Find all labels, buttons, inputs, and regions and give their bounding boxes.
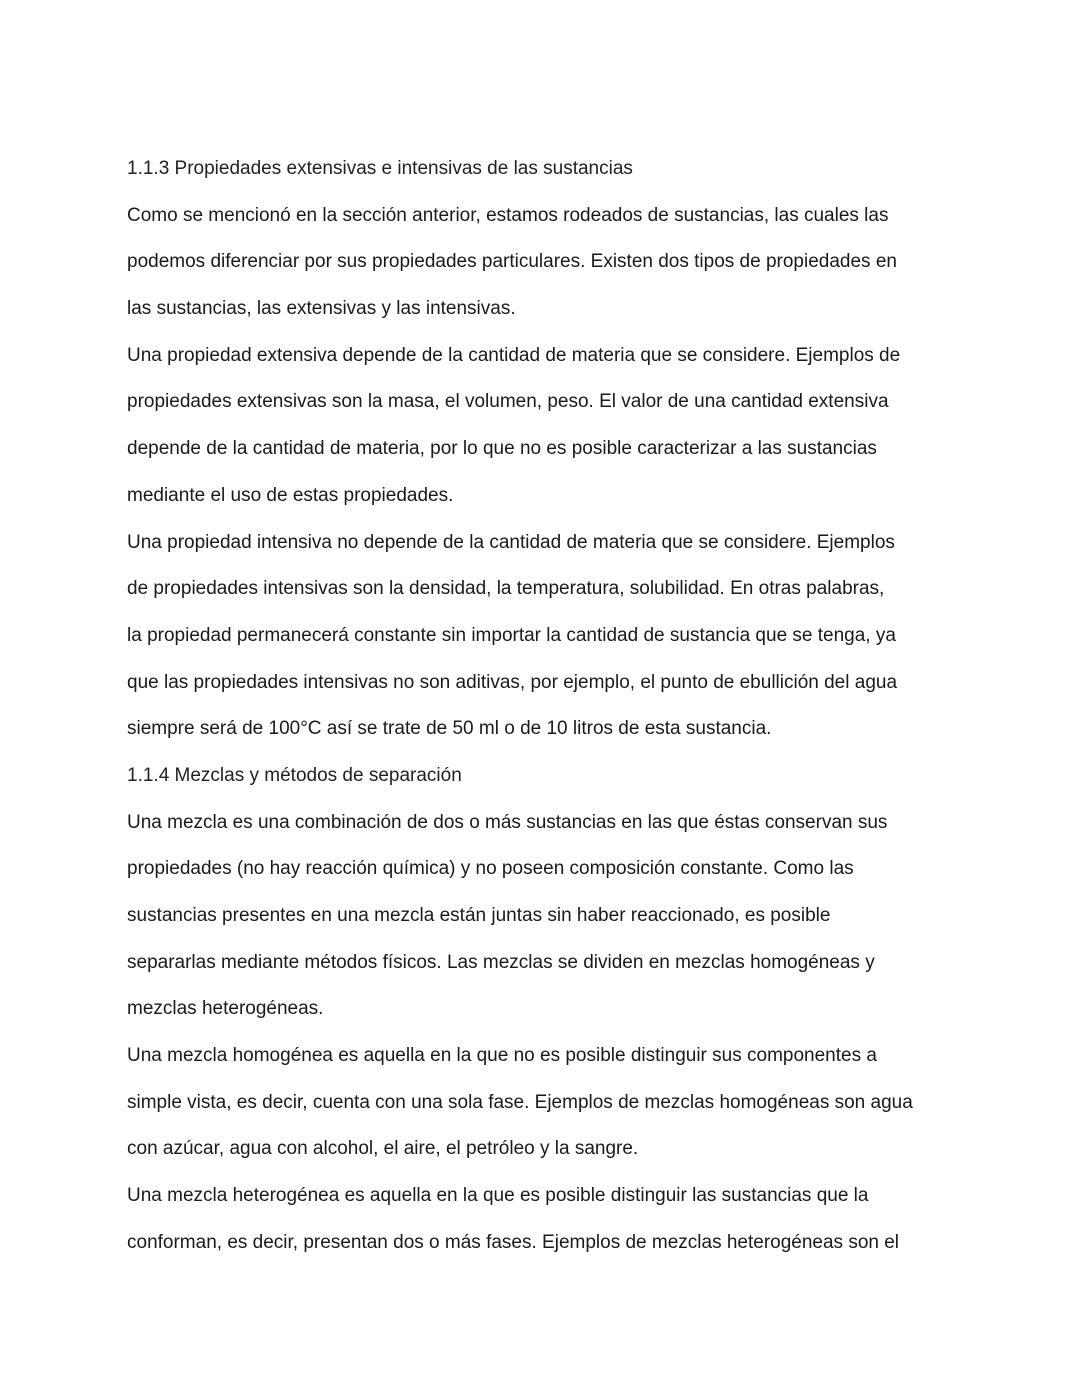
paragraph-line: mezclas heterogéneas. [127, 998, 324, 1020]
document-page [127, 146, 957, 1267]
paragraph-line: conforman, es decir, presentan dos o más fases. Ejemplos de mezclas heterogéneas son el [127, 1231, 900, 1253]
paragraph-line: que las propiedades intensivas no son aditivas, por ejemplo, el punto de ebullición del agua [127, 671, 898, 693]
paragraph-line: las sustancias, las extensivas y las intensivas. [127, 298, 516, 320]
paragraph-line: Una mezcla heterogénea es aquella en la que es posible distinguir las sustancias que la [127, 1185, 869, 1207]
paragraph-line: de propiedades intensivas son la densidad, la temperatura, solubilidad. En otras palabras, [127, 578, 885, 600]
paragraph-line: Una propiedad intensiva no depende de la cantidad de materia que se considere. Ejemplos [127, 531, 895, 553]
paragraph-line: simple vista, es decir, cuenta con una sola fase. Ejemplos de mezclas homogéneas son agua [127, 1091, 913, 1113]
paragraph-line: siempre será de 100°C así se trate de 50 ml o de 10 litros de esta sustancia. [127, 718, 772, 740]
paragraph-line: sustancias presentes en una mezcla están juntas sin haber reaccionado, es posible [127, 905, 831, 926]
paragraph-line: la propiedad permanecerá constante sin importar la cantidad de sustancia que se tenga, ya [127, 624, 896, 646]
section-heading-1-1-4: 1.1.4 Mezclas y métodos de separación [127, 764, 462, 786]
paragraph-line: separarlas mediante métodos físicos. Las mezclas se dividen en mezclas homogéneas y [127, 951, 875, 973]
paragraph-line: Una mezcla homogénea es aquella en la que no es posible distinguir sus componentes a [127, 1045, 877, 1067]
paragraph-line: propiedades extensivas son la masa, el volumen, peso. El valor de una cantidad extensiva [127, 391, 889, 413]
section-heading-1-1-3: 1.1.3 Propiedades extensivas e intensivas de las sustancias [127, 158, 633, 179]
paragraph-line: Una propiedad extensiva depende de la cantidad de materia que se considere. Ejemplos de [127, 344, 901, 366]
paragraph-line: podemos diferenciar por sus propiedades particulares. Existen dos tipos de propiedades en [127, 251, 897, 273]
paragraph-line: con azúcar, agua con alcohol, el aire, el petróleo y la sangre. [127, 1138, 639, 1160]
paragraph-line: propiedades (no hay reacción química) y no poseen composición constante. Como las [127, 858, 854, 880]
paragraph-line: Una mezcla es una combinación de dos o más sustancias en las que éstas conservan sus [127, 811, 888, 833]
paragraph-line: Como se mencionó en la sección anterior, estamos rodeados de sustancias, las cuales las [127, 204, 889, 226]
paragraph-line: mediante el uso de estas propiedades. [127, 484, 454, 506]
paragraph-line: depende de la cantidad de materia, por lo que no es posible caracterizar a las sustancias [127, 438, 877, 460]
